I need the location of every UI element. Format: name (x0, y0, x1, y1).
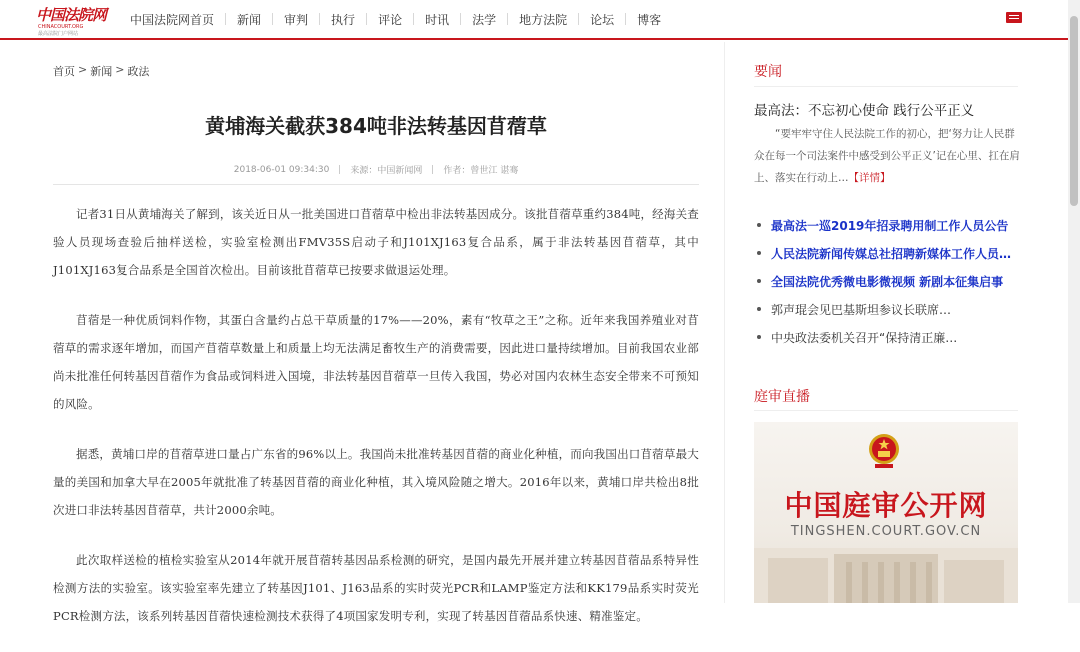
main-nav (130, 0, 661, 38)
tingshen-banner[interactable] (754, 422, 1018, 603)
headline-item[interactable] (754, 323, 1024, 351)
headline-item-text: 中央政法委机关召开“保持清正廉… (771, 330, 958, 345)
courthouse-illustration (754, 548, 1018, 603)
nav-divider (225, 13, 226, 25)
national-emblem-icon (867, 432, 901, 470)
column-divider (724, 42, 725, 603)
article-date: 2018-06-01 09:34:30 (233, 164, 330, 175)
bullet-icon (757, 307, 761, 311)
breadcrumb-separator: > (78, 63, 88, 76)
meta-divider-line (53, 184, 699, 185)
headline-item-text: 最高法一巡2019年招录聘用制工作人员公告 (771, 218, 1009, 233)
article-author: 作者：曾世江 谌骞 (443, 166, 519, 176)
meta-divider (432, 165, 433, 174)
article-meta (53, 163, 699, 176)
top-navigation-bar (0, 0, 1080, 40)
nav-blog[interactable]: 博客 (637, 12, 662, 27)
sidebar-heading-live-trial: 庭审直播 (754, 389, 810, 405)
bullet-icon (757, 251, 761, 255)
featured-summary (754, 123, 1020, 189)
nav-divider (578, 13, 579, 25)
breadcrumb-separator: > (115, 63, 125, 76)
nav-divider (413, 13, 414, 25)
nav-divider (272, 13, 273, 25)
flag-icon[interactable] (1006, 12, 1022, 23)
nav-divider (625, 13, 626, 25)
sidebar-heading-line (754, 86, 1018, 87)
nav-news[interactable]: 新闻 (237, 12, 262, 27)
meta-divider (339, 165, 340, 174)
nav-local-courts[interactable]: 地方法院 (519, 12, 568, 27)
breadcrumb-news[interactable]: 新闻 (90, 65, 113, 78)
nav-forum[interactable]: 论坛 (590, 12, 615, 27)
article-paragraph: 苜蓿是一种优质饲料作物，其蛋白含量约占总干草质量的17%——20%，素有“牧草之王”之称。近年来我国养殖业对苜蓿草的需求逐年增加，而国产苜蓿草数量上和质量上均无法满足畜牧生产的消费需要，因此进口量持续增加。目前我国农业部尚未批准任何转基因苜蓿作为食品或饲料进入国境，非法转基因苜蓿草一旦传入我国，势必对国内农林生态安全带来不可预知的风险。 (53, 313, 699, 411)
nav-commentary[interactable]: 评论 (378, 12, 403, 27)
site-logo-domain: CHINACOURT.ORG (38, 24, 84, 30)
banner-url: TINGSHEN.COURT.GOV.CN (790, 524, 982, 539)
breadcrumb-politics-law[interactable]: 政法 (127, 65, 150, 78)
article-paragraph: 此次取样送检的植检实验室从2014年就开展苜蓿转基因品系检测的研究，是国内最先开展并建立转基因苜蓿品系特异性检测方法的实验室。该实验室率先建立了转基因J101、J163品系的实时荧光PCR和LAMP鉴定方法和KK179品系实时荧光PCR检测方法，该系列转基因苜蓿快速检测技术获得了4项国家发明专利，实现了转基因苜蓿品系快速、精准鉴定。 (53, 553, 699, 623)
headline-item[interactable] (754, 295, 1024, 323)
nav-divider (507, 13, 508, 25)
headline-item[interactable] (754, 211, 1024, 239)
breadcrumb-home[interactable]: 首页 (53, 65, 75, 78)
nav-trial[interactable]: 审判 (284, 12, 309, 27)
headline-list (754, 211, 1024, 351)
banner-title: 中国庭审公开网 (784, 489, 988, 522)
page-scrollbar[interactable] (1068, 0, 1080, 603)
article-paragraph: 记者31日从黄埔海关了解到，该关近日从一批美国进口苜蓿草中检出非法转基因成分。该批苜蓿草重约384吨，经海关查验人员现场查验后抽样送检，实验室检测出FMV35S启动子和J101XJ163复合品系，属于非法转基因苜蓿草，其中J101XJ163复合品系是全国首次检出。目前该批苜蓿草已按要求做退运处理。 (53, 207, 699, 277)
bullet-icon (757, 223, 761, 227)
nav-divider (366, 13, 367, 25)
headline-item-text: 全国法院优秀微电影微视频 新剧本征集启事 (771, 274, 1004, 289)
headline-item[interactable] (754, 267, 1024, 295)
site-logo-text: 中国法院网 (36, 6, 107, 24)
article-paragraph: 据悉，黄埔口岸的苜蓿草进口量占广东省的96%以上。我国尚未批准转基因苜蓿的商业化种植，而向我国出口苜蓿草最大量的美国和加拿大早在2005年就批准了转基因苜蓿的商业化种植，其入境风险随之增大。2016年以来，黄埔口岸共检出8批次进口非法转基因苜蓿草，共计2000余吨。 (53, 447, 699, 517)
featured-headline[interactable]: 最高法：不忘初心使命 践行公平正义 (754, 103, 975, 119)
site-logo[interactable] (36, 4, 112, 36)
featured-more-link[interactable]: 【详情】 (848, 172, 891, 184)
nav-home[interactable]: 中国法院网首页 (130, 12, 215, 27)
nav-divider (319, 13, 320, 25)
headline-item[interactable] (754, 239, 1024, 267)
featured-summary-text: “要牢牢守住人民法院工作的初心，把‘努力让人民群众在每一个司法案件中感受到公平正义’记在心里、扛在肩上、落实在行动上… (754, 128, 1020, 184)
bullet-icon (757, 279, 761, 283)
sidebar-heading-headlines: 要闻 (754, 64, 782, 80)
article-body (53, 200, 699, 652)
site-logo-slogan: 最高法院门户网站 (38, 31, 79, 37)
nav-law-study[interactable]: 法学 (472, 12, 497, 27)
nav-bulletin[interactable]: 时讯 (425, 12, 450, 27)
headline-item-text: 郭声琨会见巴基斯坦参议长联席… (771, 302, 952, 317)
sidebar-heading-line (754, 410, 1018, 411)
nav-execution[interactable]: 执行 (331, 12, 356, 27)
article-title: 黄埔海关截获384吨非法转基因苜蓿草 (205, 114, 547, 138)
breadcrumb (53, 63, 149, 79)
nav-divider (460, 13, 461, 25)
headline-item-text: 人民法院新闻传媒总社招聘新媒体工作人员… (771, 246, 1012, 261)
bullet-icon (757, 335, 761, 339)
scrollbar-thumb[interactable] (1070, 16, 1078, 206)
article-source: 来源：中国新闻网 (350, 166, 423, 176)
